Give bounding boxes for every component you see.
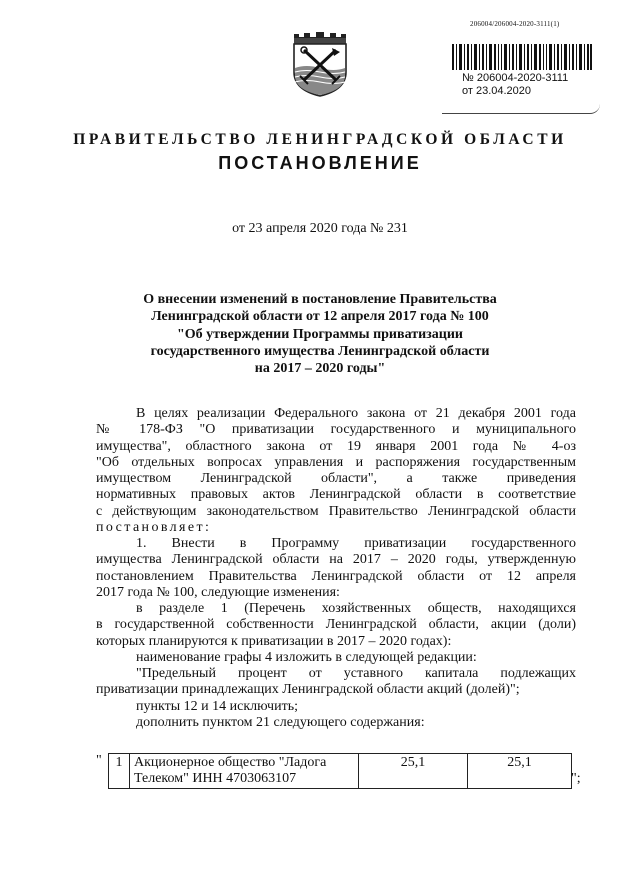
body-line: имущества", областного закона от 19 января 2001 года № 4-оз: [96, 438, 576, 454]
title-line: Ленинградской области от 12 апреля 2017 года № 100: [151, 309, 489, 325]
body-line: в разделе 1 (Перечень хозяйственных обществ, находящихся: [136, 601, 576, 616]
coat-of-arms-emblem: [286, 28, 354, 98]
document-date: от 23 апреля 2020 года № 231: [232, 221, 408, 236]
cell-value: 25,1: [359, 754, 468, 789]
body-line: 1. Внести в Программу приватизации государственного: [136, 536, 576, 551]
barcode: [452, 44, 592, 70]
title-line: О внесении изменений в постановление Правительства: [143, 292, 497, 307]
document-body: [96, 406, 576, 731]
document-code: 206004/206004-2020-3111(1): [470, 20, 560, 28]
company-name-line: Телеком" ИНН 4703063107: [134, 771, 297, 786]
body-line: в государственной собственности Ленинградской области, акции (доли): [96, 617, 576, 633]
body-line: имущества Ленинградской области на 2017 – 2020 годы, утвержденную: [96, 552, 576, 568]
document-title: [130, 291, 510, 377]
body-line: наименование графы 4 изложить в следующей редакции:: [136, 649, 477, 665]
body-line: нормативных правовых актов Ленинградской области в соответствие: [96, 487, 576, 503]
body-line: 2017 года № 100, следующие изменения:: [96, 584, 340, 600]
document-type-heading: ПОСТАНОВЛЕНИЕ: [218, 153, 422, 173]
cell-number: 1: [109, 754, 130, 789]
body-line: имуществом Ленинградской области", а также приведения: [96, 471, 576, 486]
table-close-quote: ";: [571, 771, 581, 786]
body-line: № 178-ФЗ "О приватизации государственного и муниципального: [96, 422, 576, 438]
registration-date: от 23.04.2020: [462, 85, 532, 97]
body-line: постановляет:: [96, 519, 212, 535]
cell-company-name: [130, 754, 359, 789]
title-line: государственного имущества Ленинградской области: [150, 343, 490, 359]
company-name-line: Акционерное общество "Ладога: [134, 755, 327, 770]
amendment-table: [96, 753, 572, 789]
organization-heading: ПРАВИТЕЛЬСТВО ЛЕНИНГРАДСКОЙ ОБЛАСТИ: [73, 131, 567, 148]
table-row: [109, 754, 572, 789]
body-line: приватизации принадлежащих Ленинградской области акций (долей)";: [96, 682, 520, 698]
registration-stamp: [462, 72, 568, 98]
body-line: "Об отдельных вопросах управления и распоряжения государственным: [96, 454, 576, 470]
cell-value: 25,1: [468, 754, 572, 789]
body-line: В целях реализации Федерального закона от 21 декабря 2001 года: [136, 406, 576, 421]
table-open-quote: ": [96, 753, 102, 768]
title-line: "Об утверждении Программы приватизации: [177, 326, 463, 342]
body-line: дополнить пунктом 21 следующего содержания:: [136, 714, 425, 730]
registration-number: № 206004-2020-3111: [462, 72, 569, 84]
body-line: с действующим законодательством Правительство Ленинградской области: [96, 503, 576, 519]
stamp-underline: [442, 101, 600, 114]
body-line: постановлением Правительства Ленинградской области от 12 апреля: [96, 568, 576, 584]
body-line: которых планируются к приватизации в 2017 – 2020 годах):: [96, 633, 452, 649]
body-line: пункты 12 и 14 исключить;: [136, 698, 298, 714]
body-line: "Предельный процент от уставного капитала подлежащих: [136, 666, 576, 681]
title-line: на 2017 – 2020 годы": [254, 361, 386, 377]
